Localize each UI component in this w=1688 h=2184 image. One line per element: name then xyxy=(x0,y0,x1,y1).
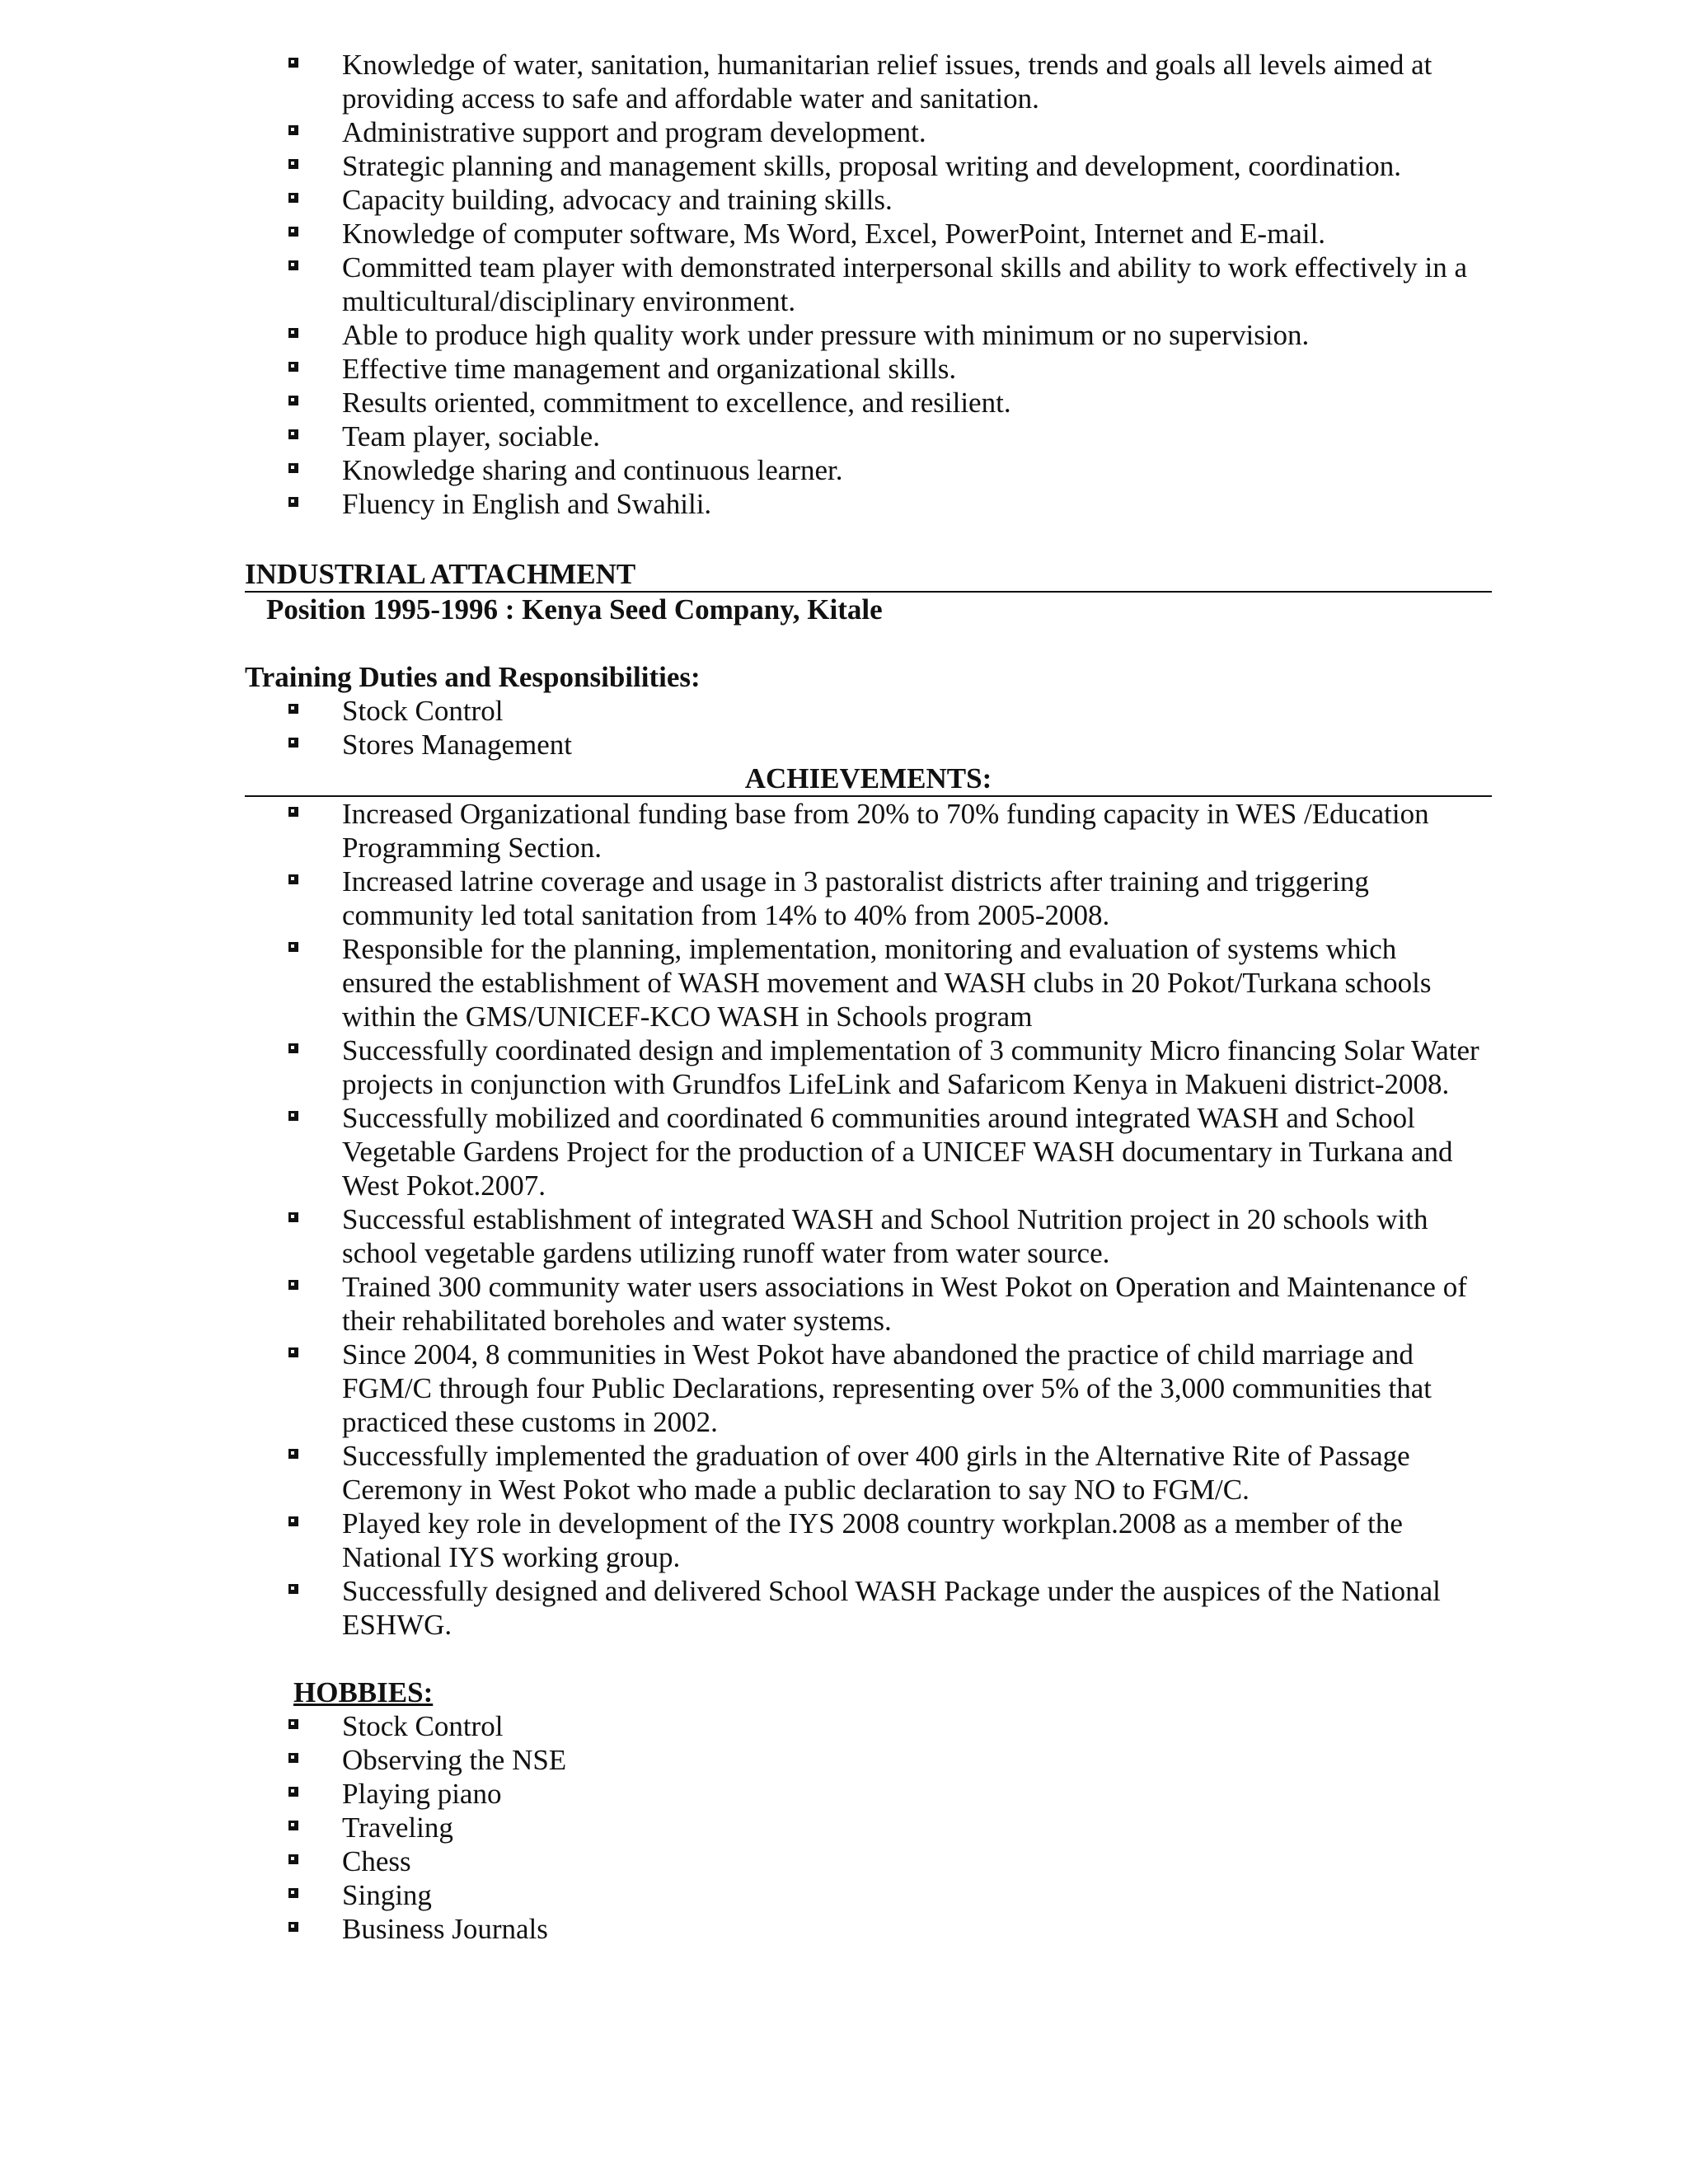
training-duties-list xyxy=(245,694,1492,762)
hobbies-heading: HOBBIES: xyxy=(293,1676,434,1708)
checkbox-bullet-icon xyxy=(288,1719,298,1729)
position-line: Position 1995-1996 : Kenya Seed Company, Kitale xyxy=(266,593,883,626)
checkbox-bullet-icon xyxy=(288,1212,298,1222)
checkbox-bullet-icon xyxy=(288,738,298,748)
list-item: Trained 300 community water users associations in West Pokot on Operation and Maintenance of their rehabilitated boreholes and water systems. xyxy=(245,1270,1492,1338)
list-item: Observing the NSE xyxy=(245,1743,1492,1777)
list-item: Capacity building, advocacy and training skills. xyxy=(245,183,1492,217)
checkbox-bullet-icon xyxy=(288,227,298,237)
skills-list xyxy=(245,48,1492,521)
checkbox-bullet-icon xyxy=(288,1043,298,1053)
checkbox-bullet-icon xyxy=(288,260,298,270)
list-item: Successful establishment of integrated WASH and School Nutrition project in 20 schools with school vegetable gardens utilizing runoff water from water source. xyxy=(245,1202,1492,1270)
training-duties-heading: Training Duties and Responsibilities: xyxy=(245,661,701,693)
checkbox-bullet-icon xyxy=(288,942,298,952)
list-item: Results oriented, commitment to excellence, and resilient. xyxy=(245,386,1492,419)
list-item: Successfully coordinated design and implementation of 3 community Micro financing Solar Water projects in conjunction with Grundfos LifeLink and Safaricom Kenya in Makueni district-2008. xyxy=(245,1033,1492,1101)
list-item: Responsible for the planning, implementation, monitoring and evaluation of systems which ensured the establishment of WASH movement and WASH clubs in 20 Pokot/Turkana schools within the GMS/UNICEF-KCO WASH in Schools program xyxy=(245,932,1492,1033)
list-item: Stock Control xyxy=(245,1709,1492,1743)
checkbox-bullet-icon xyxy=(288,429,298,439)
checkbox-bullet-icon xyxy=(288,1821,298,1830)
checkbox-bullet-icon xyxy=(288,1787,298,1797)
list-item: Increased latrine coverage and usage in 3 pastoralist districts after training and triggering community led total sanitation from 14% to 40% from 2005-2008. xyxy=(245,865,1492,932)
list-item: Stores Management xyxy=(245,728,1492,762)
list-item: Traveling xyxy=(245,1811,1492,1844)
list-item: Knowledge of water, sanitation, humanitarian relief issues, trends and goals all levels aimed at providing access to safe and affordable water and sanitation. xyxy=(245,48,1492,115)
checkbox-bullet-icon xyxy=(288,362,298,372)
achievements-heading: ACHIEVEMENTS: xyxy=(245,762,1492,797)
checkbox-bullet-icon xyxy=(288,328,298,338)
list-item: Played key role in development of the IYS 2008 country workplan.2008 as a member of the National IYS working group. xyxy=(245,1507,1492,1574)
industrial-attachment-heading: INDUSTRIAL ATTACHMENT xyxy=(245,557,1492,593)
checkbox-bullet-icon xyxy=(288,807,298,817)
list-item: Effective time management and organizational skills. xyxy=(245,352,1492,386)
list-item: Successfully mobilized and coordinated 6 communities around integrated WASH and School Vegetable Gardens Project for the production of a UNICEF WASH documentary in Turkana and West Pokot.2007. xyxy=(245,1101,1492,1202)
checkbox-bullet-icon xyxy=(288,1922,298,1932)
checkbox-bullet-icon xyxy=(288,497,298,507)
list-item: Knowledge of computer software, Ms Word, Excel, PowerPoint, Internet and E-mail. xyxy=(245,217,1492,251)
checkbox-bullet-icon xyxy=(288,463,298,473)
list-item: Singing xyxy=(245,1878,1492,1912)
checkbox-bullet-icon xyxy=(288,1888,298,1898)
list-item: Increased Organizational funding base from 20% to 70% funding capacity in WES /Education Programming Section. xyxy=(245,797,1492,865)
list-item: Business Journals xyxy=(245,1912,1492,1946)
checkbox-bullet-icon xyxy=(288,1111,298,1121)
checkbox-bullet-icon xyxy=(288,1854,298,1864)
checkbox-bullet-icon xyxy=(288,193,298,203)
checkbox-bullet-icon xyxy=(288,125,298,135)
document-content xyxy=(245,48,1492,1946)
list-item: Administrative support and program development. xyxy=(245,115,1492,149)
list-item: Committed team player with demonstrated interpersonal skills and ability to work effectively in a multicultural/disciplinary environment. xyxy=(245,251,1492,318)
list-item: Fluency in English and Swahili. xyxy=(245,487,1492,521)
list-item: Chess xyxy=(245,1844,1492,1878)
checkbox-bullet-icon xyxy=(288,1449,298,1459)
list-item: Since 2004, 8 communities in West Pokot have abandoned the practice of child marriage and FGM/C through four Public Declarations, representing over 5% of the 3,000 communities that practiced these customs in 2002. xyxy=(245,1338,1492,1439)
checkbox-bullet-icon xyxy=(288,159,298,169)
checkbox-bullet-icon xyxy=(288,1280,298,1290)
checkbox-bullet-icon xyxy=(288,396,298,405)
checkbox-bullet-icon xyxy=(288,1753,298,1763)
list-item: Strategic planning and management skills, proposal writing and development, coordination. xyxy=(245,149,1492,183)
checkbox-bullet-icon xyxy=(288,1516,298,1526)
list-item: Successfully designed and delivered School WASH Package under the auspices of the National ESHWG. xyxy=(245,1574,1492,1642)
checkbox-bullet-icon xyxy=(288,1584,298,1594)
list-item: Team player, sociable. xyxy=(245,419,1492,453)
checkbox-bullet-icon xyxy=(288,704,298,714)
checkbox-bullet-icon xyxy=(288,58,298,68)
checkbox-bullet-icon xyxy=(288,874,298,884)
list-item: Playing piano xyxy=(245,1777,1492,1811)
checkbox-bullet-icon xyxy=(288,1347,298,1357)
list-item: Knowledge sharing and continuous learner. xyxy=(245,453,1492,487)
list-item: Stock Control xyxy=(245,694,1492,728)
achievements-list xyxy=(245,797,1492,1642)
hobbies-list xyxy=(245,1709,1492,1946)
list-item: Successfully implemented the graduation of over 400 girls in the Alternative Rite of Passage Ceremony in West Pokot who made a public declaration to say NO to FGM/C. xyxy=(245,1439,1492,1507)
list-item: Able to produce high quality work under pressure with minimum or no supervision. xyxy=(245,318,1492,352)
